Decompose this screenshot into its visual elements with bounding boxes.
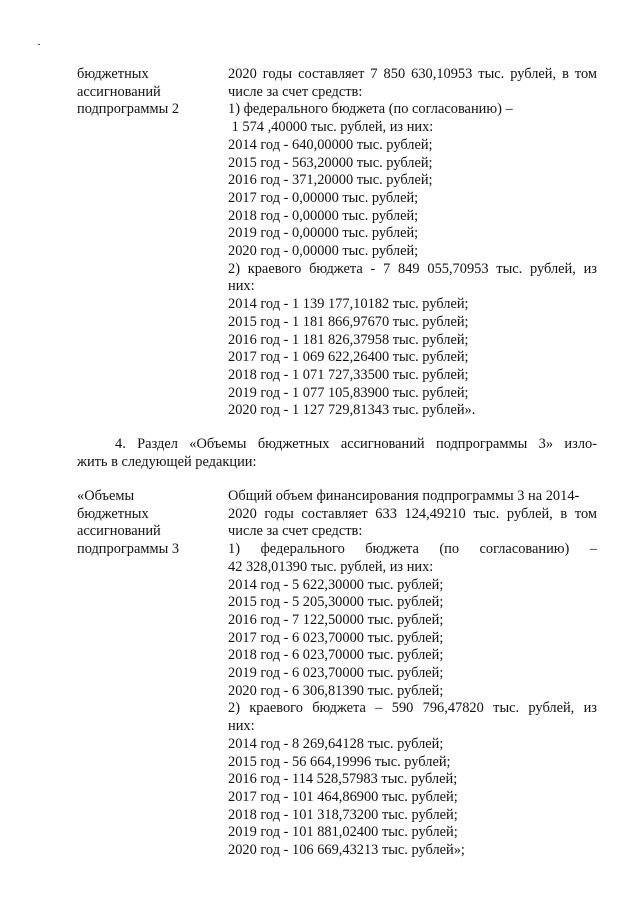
content-line: 2017 год - 1 069 622,26400 тыс. рублей; [228,349,469,366]
content-line: 2015 год - 5 205,30000 тыс. рублей; [228,594,444,611]
label-line: подпрограммы 2 [77,101,180,118]
content-line: 2014 год - 1 139 177,10182 тыс. рублей; [228,296,469,313]
subprogram-2-budget-block [77,66,597,420]
content-line: 42 328,01390 тыс. рублей, из них: [228,558,434,575]
subprogram-2-content [228,66,597,420]
content-line: 2018 год - 1 071 727,33500 тыс. рублей; [228,366,469,383]
content-line: 2020 год - 0,00000 тыс. рублей; [228,243,419,260]
content-line: числе за счет средств: [228,523,363,540]
content-line: 2019 год - 6 023,70000 тыс. рублей; [228,665,444,682]
content-line: 2020 годы составляет 7 850 630,10953 тыс. рублей, в том [228,66,597,82]
content-line: 2018 год - 101 318,73200 тыс. рублей; [228,806,458,823]
content-line: 2014 год - 5 622,30000 тыс. рублей; [228,576,444,593]
paragraph-line: 4. Раздел «Объемы бюджетных ассигнований подпрограммы 3» изло- [115,436,597,452]
content-line: 2019 год - 1 077 105,83900 тыс. рублей; [228,384,469,401]
content-line: 1 574 ,40000 тыс. рублей, из них: [228,119,434,136]
section-4-paragraph [77,436,597,471]
content-line: Общий объем финансирования подпрограммы 3 на 2014- [228,488,580,504]
content-line: 2017 год - 6 023,70000 тыс. рублей; [228,629,444,646]
content-line: 2017 год - 101 464,86900 тыс. рублей; [228,788,458,805]
content-line: 2016 год - 114 528,57983 тыс. рублей; [228,771,458,788]
content-line: 2016 год - 1 181 826,37958 тыс. рублей; [228,331,469,348]
content-line: 2020 год - 1 127 729,81343 тыс. рублей». [228,402,476,419]
content-line: 2) краевого бюджета - 7 849 055,70953 тыс. рублей, из [228,260,597,277]
content-line: них: [228,278,255,295]
subprogram-2-label [77,66,228,420]
content-line: числе за счет средств: [228,83,363,100]
label-line: бюджетных [77,66,149,82]
content-line: 2015 год - 563,20000 тыс. рублей; [228,154,433,171]
paragraph-line: жить в следующей редакции: [77,453,257,470]
content-line: 2020 год - 106 669,43213 тыс. рублей»; [228,842,465,859]
scan-speck [38,44,40,45]
content-line: 1) федерального бюджета (по согласованию) – [228,541,597,558]
subprogram-3-label [77,488,228,860]
content-line: 2) краевого бюджета – 590 796,47820 тыс. рублей, из [228,700,597,717]
content-line: 2018 год - 6 023,70000 тыс. рублей; [228,647,444,664]
content-line: 2020 годы составляет 633 124,49210 тыс. рублей, в том [228,505,597,522]
label-line: подпрограммы 3 [77,541,180,558]
content-line: них: [228,718,255,735]
content-line: 2015 год - 56 664,19996 тыс. рублей; [228,753,451,770]
label-line: ассигнований [77,523,161,540]
content-line: 2020 год - 6 306,81390 тыс. рублей; [228,682,444,699]
content-line: 1) федерального бюджета (по согласованию) – [228,101,513,118]
content-line: 2015 год - 1 181 866,97670 тыс. рублей; [228,313,469,330]
content-line: 2014 год - 8 269,64128 тыс. рублей; [228,735,444,752]
content-line: 2014 год - 640,00000 тыс. рублей; [228,136,433,153]
label-line: бюджетных [77,505,149,522]
label-line: ассигнований [77,83,161,100]
subprogram-3-budget-block [77,488,597,860]
subprogram-3-content [228,488,597,860]
content-line: 2018 год - 0,00000 тыс. рублей; [228,207,419,224]
content-line: 2017 год - 0,00000 тыс. рублей; [228,189,419,206]
content-line: 2019 год - 0,00000 тыс. рублей; [228,225,419,242]
content-line: 2019 год - 101 881,02400 тыс. рублей; [228,824,458,841]
content-line: 2016 год - 371,20000 тыс. рублей; [228,172,433,189]
content-line: 2016 год - 7 122,50000 тыс. рублей; [228,611,444,628]
label-line: «Объемы [77,488,135,504]
